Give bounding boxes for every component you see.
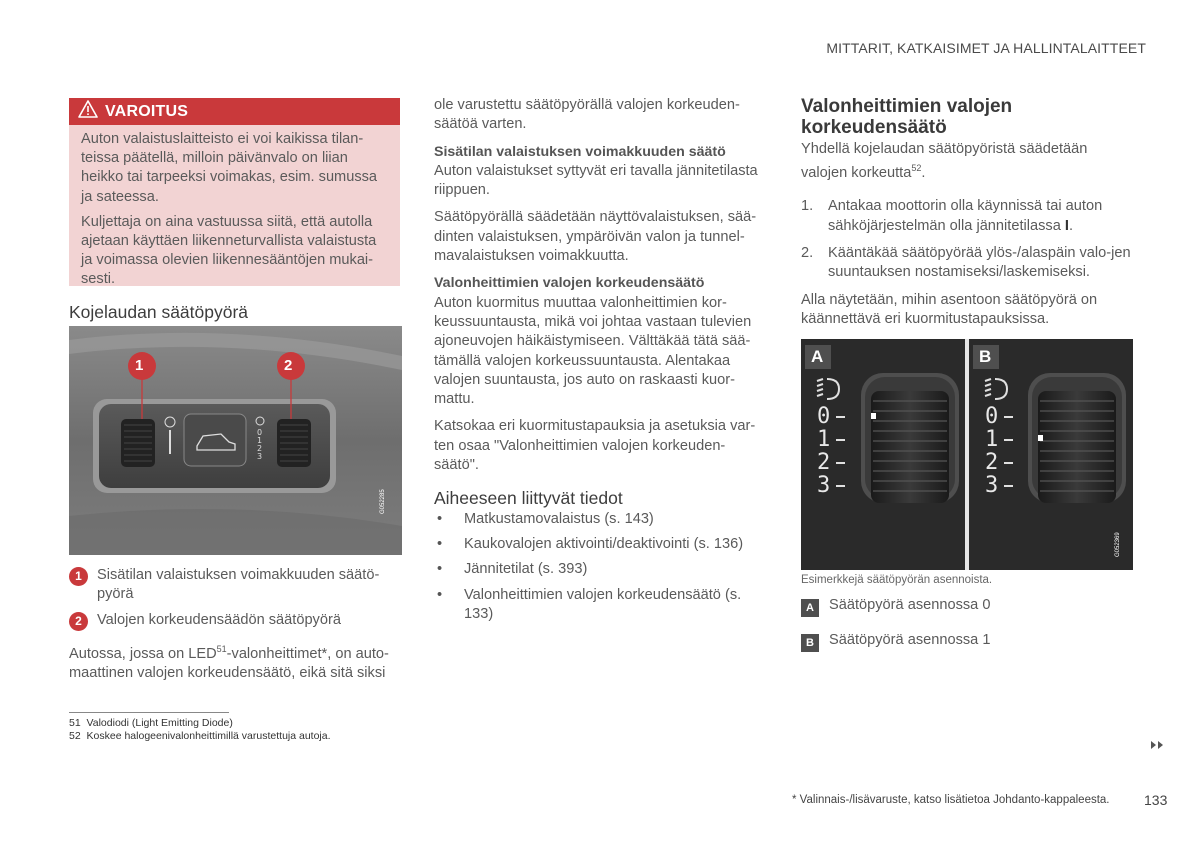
warning-title: VAROITUS <box>105 102 189 120</box>
related-heading: Aiheeseen liittyvät tiedot <box>434 488 623 509</box>
footnotes <box>69 717 331 743</box>
page-number: 133 <box>1144 792 1168 808</box>
dashboard-thumbwheels-image <box>69 326 402 555</box>
right-column-text <box>801 140 1133 329</box>
section-heading-headlight-leveling: Valonheittimien valojen korkeudensäätö <box>801 96 1013 138</box>
warning-paragraph-1: Auton valaistuslaitteisto ei voi kaikissa tilan-teissa päätellä, milloin päivänvalo on liian heikko tai tarpeeksi voimakas, esim. sumussa ja sateessa. <box>81 131 378 205</box>
footnote-ref-52: 52 <box>911 163 922 174</box>
step-2: 2. Kääntäkää säätöpyörää ylös-/alaspäin valo-jen suuntauksen nostamiseksi/laskemiseksi. <box>801 245 1131 281</box>
legend-text-b: Säätöpyörä asennossa 1 <box>829 632 991 648</box>
led-paragraph: Autossa, jossa on LED$^{51}$-valonheittimet*, on auto-maattinen valojen korkeudensäätö, eikä sitä siksi <box>69 644 389 682</box>
panel-label-b: B <box>979 347 992 366</box>
panel-label-a: A <box>811 347 824 366</box>
image-caption: Esimerkkejä säätöpyörän asennoista. <box>801 574 993 586</box>
right-intro: Yhdellä kojelaudan säätöpyöristä säädetään valojen korkeutta$^{52}$. <box>801 141 1088 182</box>
related-link-4[interactable]: • Valonheittimien valojen korkeudensäätö (s. 133) <box>434 586 767 625</box>
step-1: 1. Antakaa moottorin olla käynnissä tai auton sähköjärjestelmän olla jännitetilassa I. <box>801 198 1103 234</box>
warning-paragraph-2: Kuljettaja on aina vastuussa siitä, että autolla ajetaan käyttäen liikenneturvallista valaistusta ja voimassa olevien liikennesääntöjen mukai-sesti. <box>81 213 377 288</box>
middle-paragraph-1: Auton valaistukset syttyvät eri tavalla jännitetilasta riippuen. <box>434 162 758 199</box>
callout-badge-2: 2 <box>69 612 88 631</box>
middle-column <box>434 96 767 630</box>
callout-item-2 <box>69 611 399 631</box>
related-link-1[interactable]: • Matkustamovalaistus (s. 143) <box>434 510 767 529</box>
thumbwheel-positions-image <box>801 339 1133 570</box>
middle-intro: ole varustettu säätöpyörällä valojen korkeuden-säätöä varten. <box>434 97 740 133</box>
right-paragraph-after: Alla näytetään, mihin asentoon säätöpyörä on käännettävä eri kuormitustapauksissa. <box>801 291 1098 327</box>
legend-badge-a: A <box>801 599 819 617</box>
legend-text-a: Säätöpyörä asennossa 0 <box>829 597 991 613</box>
subheading-interior-lighting: Sisätilan valaistuksen voimakkuuden säätö <box>434 143 726 160</box>
height-scale-labels: 0 1 2 3 <box>257 428 263 461</box>
warning-header <box>69 98 400 125</box>
middle-paragraph-4: Katsokaa eri kuormitustapauksia ja asetuksia var-ten osaa "Valonheittimien valojen korkeuden-säätö". <box>434 418 756 474</box>
callout-text-1: Sisätilan valaistuksen voimakkuuden säätö-pyörä <box>97 567 380 603</box>
image-marker-1: 1 <box>135 357 144 374</box>
footnote-divider <box>69 712 229 713</box>
warning-box <box>69 98 400 286</box>
callout-item-1 <box>69 566 399 605</box>
middle-paragraph-2: Säätöpyörällä säädetään näyttövalaistuksen, sää-dinten valaistuksen, ympäröivän valon ja tunnel-mavalaistuksen voimakkuutta. <box>434 209 757 265</box>
position-legend <box>801 596 1133 652</box>
panel-a-scale: 0 1 2 3 <box>817 404 831 498</box>
image-code: G052285 <box>380 489 386 514</box>
warning-triangle-icon <box>78 100 98 123</box>
panel-b-scale: 0 1 2 3 <box>985 404 999 498</box>
image-code: G052369 <box>1115 532 1121 557</box>
legend-badge-b: B <box>801 634 819 652</box>
footnote-ref-51: 51 <box>216 644 227 654</box>
callout-text-2: Valojen korkeudensäädön säätöpyörä <box>97 611 341 628</box>
callout-list <box>69 566 399 631</box>
related-link-2[interactable]: • Kaukovalojen aktivointi/deaktivointi (s. 136) <box>434 535 767 554</box>
subheading-headlight-leveling: Valonheittimien valojen korkeudensäätö <box>434 275 705 292</box>
related-link-3[interactable]: • Jännitetilat (s. 393) <box>434 560 767 579</box>
footnote-52: 52 Koskee halogeenivalonheittimillä varustettuja autoja. <box>69 730 331 742</box>
page-header-title: MITTARIT, KATKAISIMET JA HALLINTALAITTEET <box>826 40 1146 56</box>
middle-paragraph-3: Auton kuormitus muuttaa valonheittimien kor-keussuuntausta, mikä voi johtaa vastaan tulevien ajoneuvojen häikäistymiseen. Välttäkää tätä sää-tämällä valojen korkeussuuntausta. Alentakaa valojen suuntausta, jos auto on raskaasti kuor-mattu. <box>434 294 752 408</box>
callout-badge-1: 1 <box>69 567 88 586</box>
double-arrow-right-icon <box>1150 737 1166 755</box>
footnote-51: 51 Valodiodi (Light Emitting Diode) <box>69 717 233 729</box>
image-marker-2: 2 <box>284 357 293 374</box>
legend-item-a <box>801 596 1133 617</box>
legend-item-b <box>801 631 1133 652</box>
footer-note: * Valinnais-/lisävaruste, katso lisätietoa Johdanto-kappaleesta. <box>792 794 1110 806</box>
section-heading-dashboard-wheel: Kojelaudan säätöpyörä <box>69 302 249 322</box>
